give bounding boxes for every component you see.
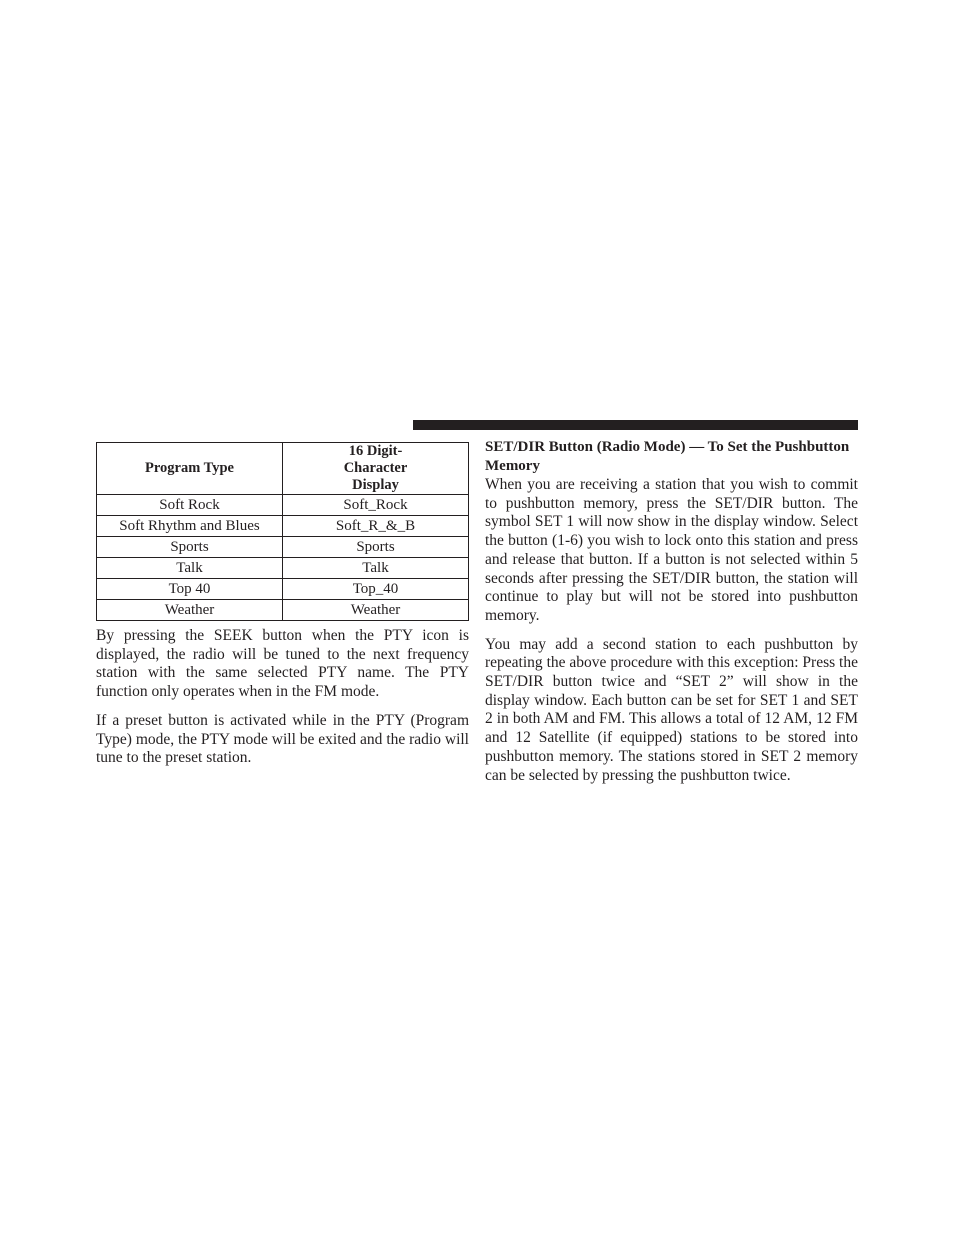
second-station-paragraph: You may add a second station to each pushbutton by repeating the above procedure with this exception: Press the SET/DIR button twice and “SET 2” will show in the display window. Each button can be set for SET 1 and SET 2 in both AM and FM. This allows a total of 12 AM, 12 FM and 12 Satellite (if equipped) stations to be stored into pushbutton memory. The stations stored in SET 2 memory can be selected by pressing the pushbutton twice. <box>485 635 858 784</box>
table-cell: Top_40 <box>283 579 469 600</box>
column-header-display: 16 Digit-Character Display <box>283 443 469 495</box>
table-row <box>97 537 469 558</box>
table-row <box>97 495 469 516</box>
table-cell: Weather <box>283 600 469 621</box>
table-cell: Top 40 <box>97 579 283 600</box>
table-cell: Soft Rhythm and Blues <box>97 516 283 537</box>
table-cell: Soft Rock <box>97 495 283 516</box>
table-cell: Weather <box>97 600 283 621</box>
right-column <box>485 438 858 785</box>
table-cell: Talk <box>283 558 469 579</box>
table-row <box>97 516 469 537</box>
seek-paragraph: By pressing the SEEK button when the PTY icon is displayed, the radio will be tuned to the next frequency station with the same selected PTY name. The PTY function only operates when in the FM mode. <box>96 627 469 701</box>
left-column <box>96 442 469 768</box>
table-row <box>97 579 469 600</box>
set-dir-paragraph: When you are receiving a station that you wish to commit to pushbutton memory, press the SET/DIR button. The symbol SET 1 will now show in the display window. Select the button (1-6) you wish to lock onto this station and press and release that button. If a button is not selected within 5 seconds after pressing the SET/DIR button, the station will continue to play but will not be stored into pushbutton memory. <box>485 476 858 624</box>
table-cell: Sports <box>283 537 469 558</box>
table-header-row <box>97 443 469 495</box>
table-cell: Soft_R_&_B <box>283 516 469 537</box>
table-row <box>97 600 469 621</box>
header-bar <box>413 420 858 430</box>
table-cell: Sports <box>97 537 283 558</box>
table-cell: Talk <box>97 558 283 579</box>
table-cell: Soft_Rock <box>283 495 469 516</box>
preset-paragraph: If a preset button is activated while in the PTY (Program Type) mode, the PTY mode will be exited and the radio will tune to the preset station. <box>96 711 469 767</box>
section-heading: SET/DIR Button (Radio Mode) — To Set the Pushbutton Memory <box>485 439 850 474</box>
table-row <box>97 558 469 579</box>
program-type-table <box>96 442 469 621</box>
column-header-program-type: Program Type <box>97 443 283 495</box>
